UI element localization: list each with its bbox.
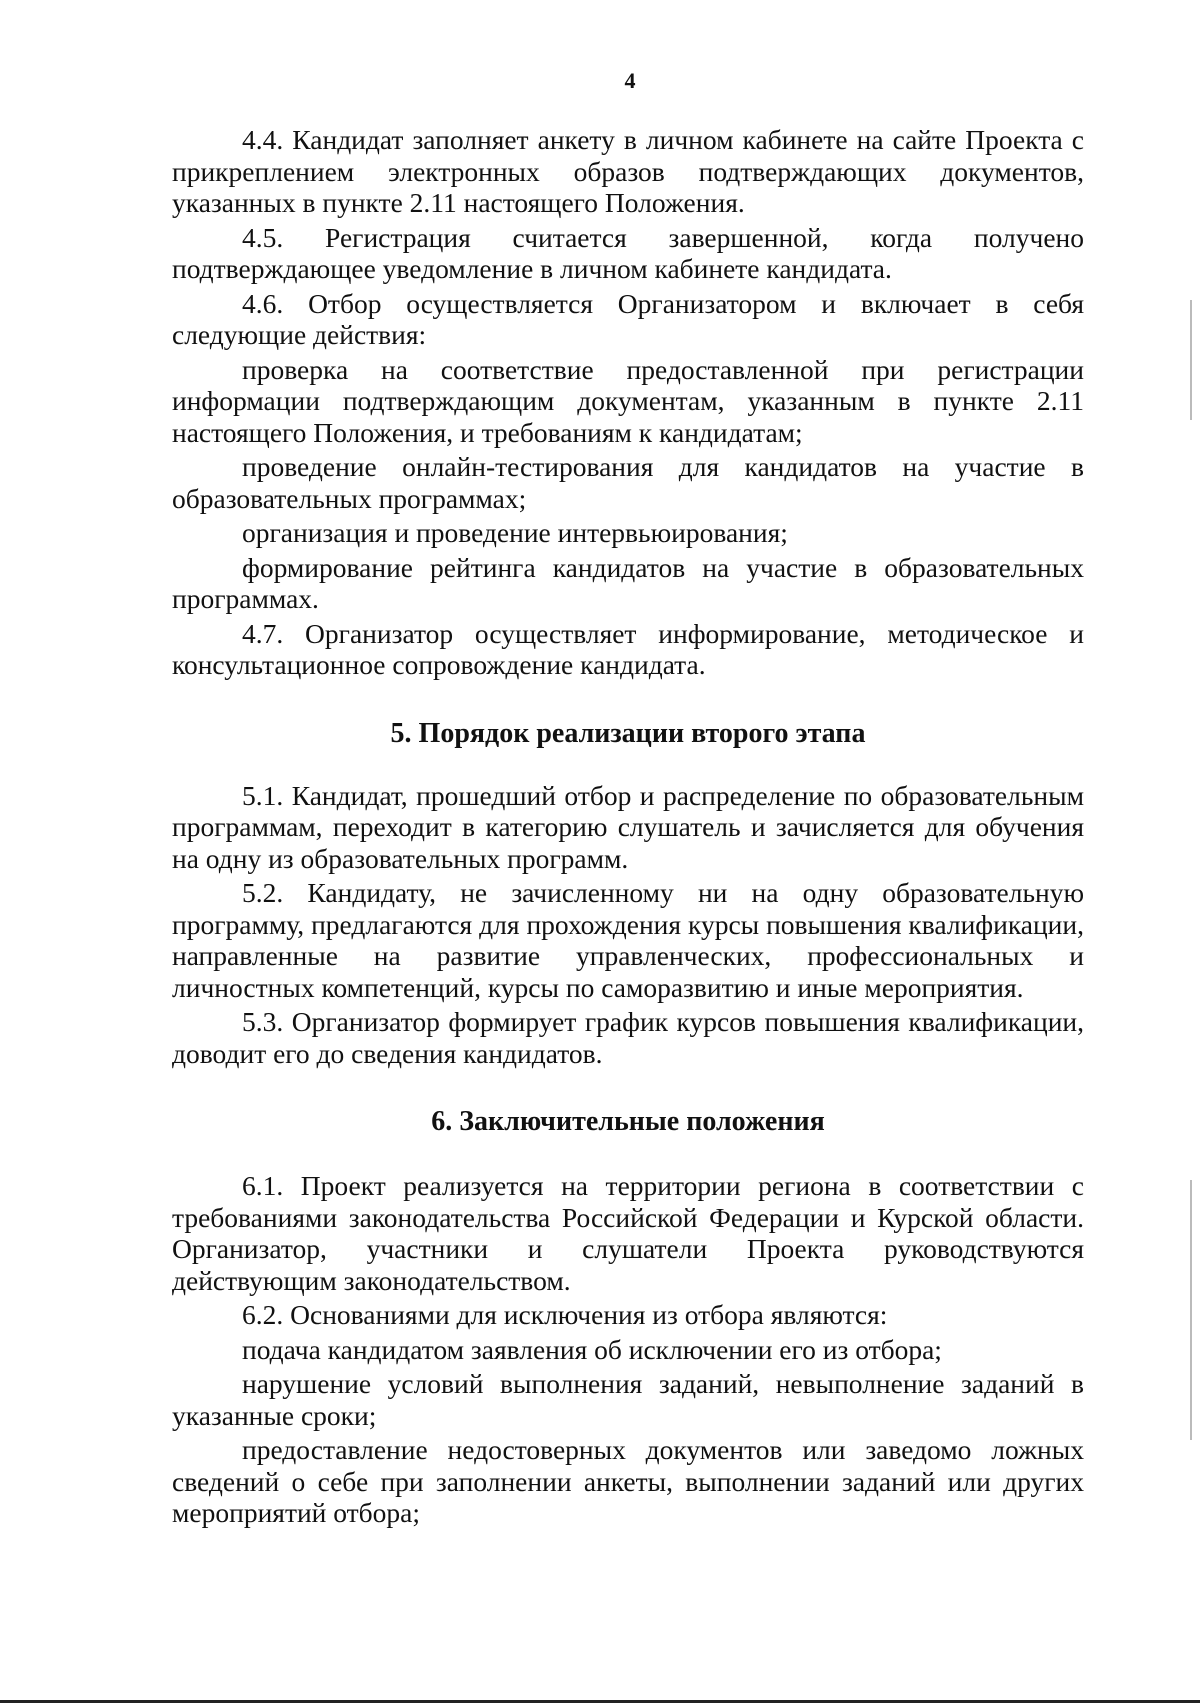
scan-edge-mark: [1190, 300, 1192, 420]
paragraph-5-2: 5.2. Кандидату, не зачисленному ни на одну образовательную программу, предлагаются для прохождения курсы повышения квалификации, направленные на развитие управленческих, профессиональных и личностных компетенций, курсы по саморазвитию и иные мероприятия.: [172, 877, 1084, 1003]
list-item-rating: формирование рейтинга кандидатов на участие в образовательных программах.: [172, 551, 1084, 614]
paragraph-5-1: 5.1. Кандидат, прошедший отбор и распределение по образовательным программам, переходит в категорию слушатель и зачисляется для обучения на одну из образовательных программ.: [172, 779, 1084, 874]
list-item-withdrawal-request: подача кандидатом заявления об исключении его из отбора;: [242, 1333, 942, 1365]
section-heading-6: 6. Заключительные положения: [431, 1106, 825, 1137]
list-item-verification: проверка на соответствие предоставленной при регистрации информации подтверждающим документам, указанным в пункте 2.11 настоящего Положения, и требованиям к кандидатам;: [172, 353, 1084, 448]
list-item-task-violation: нарушение условий выполнения заданий, невыполнение заданий в указанные сроки;: [172, 1368, 1084, 1431]
paragraph-6-1: 6.1. Проект реализуется на территории региона в соответствии с требованиями законодательства Российской Федерации и Курской области. Организатор, участники и слушатели Проекта руководствуются действующим законодательством.: [172, 1170, 1084, 1296]
paragraph-4-6: 4.6. Отбор осуществляется Организатором и включает в себя следующие действия:: [172, 287, 1084, 350]
scan-edge-mark: [1190, 1180, 1192, 1440]
paragraph-4-5: 4.5. Регистрация считается завершенной, когда получено подтверждающее уведомление в личном кабинете кандидата.: [172, 221, 1084, 284]
paragraph-5-3: 5.3. Организатор формирует график курсов повышения квалификации, доводит его до сведения кандидатов.: [172, 1006, 1084, 1069]
paragraph-4-4: 4.4. Кандидат заполняет анкету в личном кабинете на сайте Проекта с прикреплением электронных образов подтверждающих документов, указанных в пункте 2.11 настоящего Положения.: [172, 124, 1084, 218]
list-item-false-documents: предоставление недостоверных документов или заведомо ложных сведений о себе при заполнении анкеты, выполнении заданий или других мероприятий отбора;: [172, 1434, 1084, 1528]
document-body: [172, 124, 1084, 1532]
list-item-online-testing: проведение онлайн-тестирования для кандидатов на участие в образовательных программах;: [172, 451, 1084, 514]
paragraph-6-2: 6.2. Основаниями для исключения из отбора являются:: [242, 1299, 888, 1330]
paragraph-4-7: 4.7. Организатор осуществляет информирование, методическое и консультационное сопровождение кандидата.: [172, 617, 1084, 680]
section-heading-5: 5. Порядок реализации второго этапа: [390, 717, 866, 749]
page-number: 4: [624, 68, 636, 93]
list-item-interviewing: организация и проведение интервьюирования;: [242, 517, 788, 548]
